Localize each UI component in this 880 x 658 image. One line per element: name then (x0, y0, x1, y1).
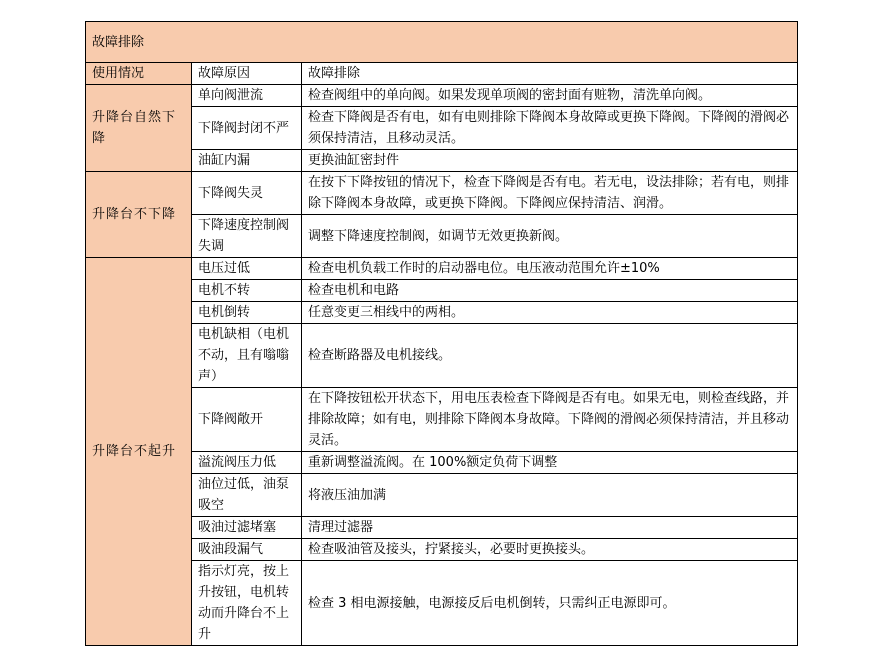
table-row (86, 172, 798, 215)
fix-cell: 检查吸油管及接头，拧紧接头，必要时更换接头。 (302, 539, 798, 561)
cause-cell: 油位过低，油泵吸空 (192, 474, 302, 517)
fix-cell: 重新调整溢流阀。在 100%额定负荷下调整 (302, 452, 798, 474)
cause-cell: 吸油过滤堵塞 (192, 517, 302, 539)
table-row (86, 452, 798, 474)
table-row (86, 517, 798, 539)
troubleshooting-table (85, 21, 798, 646)
category-cell: 升降台自然下降 (86, 85, 192, 172)
fix-cell: 检查 3 相电源接触，电源接反后电机倒转，只需纠正电源即可。 (302, 561, 798, 646)
table-row (86, 107, 798, 150)
fix-cell: 在按下下降按钮的情况下，检查下降阀是否有电。若无电，设法排除；若有电，则排除下降阀本身故障，或更换下降阀。下降阀应保持清洁、润滑。 (302, 172, 798, 215)
table-row (86, 150, 798, 172)
header-usage: 使用情况 (86, 63, 192, 85)
cause-cell: 下降阀敞开 (192, 388, 302, 452)
table-row (86, 539, 798, 561)
table-row (86, 561, 798, 646)
cause-cell: 下降阀封闭不严 (192, 107, 302, 150)
header-cause: 故障原因 (192, 63, 302, 85)
cause-cell: 电压过低 (192, 258, 302, 280)
table-row (86, 388, 798, 452)
fix-cell: 检查电机负载工作时的启动器电位。电压液动范围允许±10% (302, 258, 798, 280)
cause-cell: 油缸内漏 (192, 150, 302, 172)
table-row (86, 215, 798, 258)
table-row (86, 324, 798, 388)
cause-cell: 电机缺相（电机不动，且有嗡嗡声） (192, 324, 302, 388)
fix-cell: 更换油缸密封件 (302, 150, 798, 172)
table-row (86, 302, 798, 324)
fix-cell: 检查电机和电路 (302, 280, 798, 302)
fix-cell: 将液压油加满 (302, 474, 798, 517)
header-fix: 故障排除 (302, 63, 798, 85)
fix-cell: 检查阀组中的单向阀。如果发现单项阀的密封面有赃物，清洗单向阀。 (302, 85, 798, 107)
cause-cell: 电机倒转 (192, 302, 302, 324)
fix-cell: 在下降按钮松开状态下，用电压表检查下降阀是否有电。如果无电，则检查线路，并排除故障；如有电，则排除下降阀本身故障。下降阀的滑阀必须保持清洁，并且移动灵活。 (302, 388, 798, 452)
table-row (86, 258, 798, 280)
fix-cell: 任意变更三相线中的两相。 (302, 302, 798, 324)
table-row (86, 85, 798, 107)
fix-cell: 检查断路器及电机接线。 (302, 324, 798, 388)
cause-cell: 电机不转 (192, 280, 302, 302)
cause-cell: 单向阀泄流 (192, 85, 302, 107)
cause-cell: 吸油段漏气 (192, 539, 302, 561)
cause-cell: 指示灯亮，按上升按钮，电机转动而升降台不上升 (192, 561, 302, 646)
category-cell: 升降台不下降 (86, 172, 192, 258)
table-row (86, 280, 798, 302)
fix-cell: 清理过滤器 (302, 517, 798, 539)
fix-cell: 检查下降阀是否有电，如有电则排除下降阀本身故障或更换下降阀。下降阀的滑阀必须保持清洁，且移动灵活。 (302, 107, 798, 150)
fix-cell: 调整下降速度控制阀，如调节无效更换新阀。 (302, 215, 798, 258)
cause-cell: 溢流阀压力低 (192, 452, 302, 474)
category-cell: 升降台不起升 (86, 258, 192, 646)
cause-cell: 下降速度控制阀失调 (192, 215, 302, 258)
table-title: 故障排除 (86, 22, 798, 63)
cause-cell: 下降阀失灵 (192, 172, 302, 215)
table-row (86, 474, 798, 517)
